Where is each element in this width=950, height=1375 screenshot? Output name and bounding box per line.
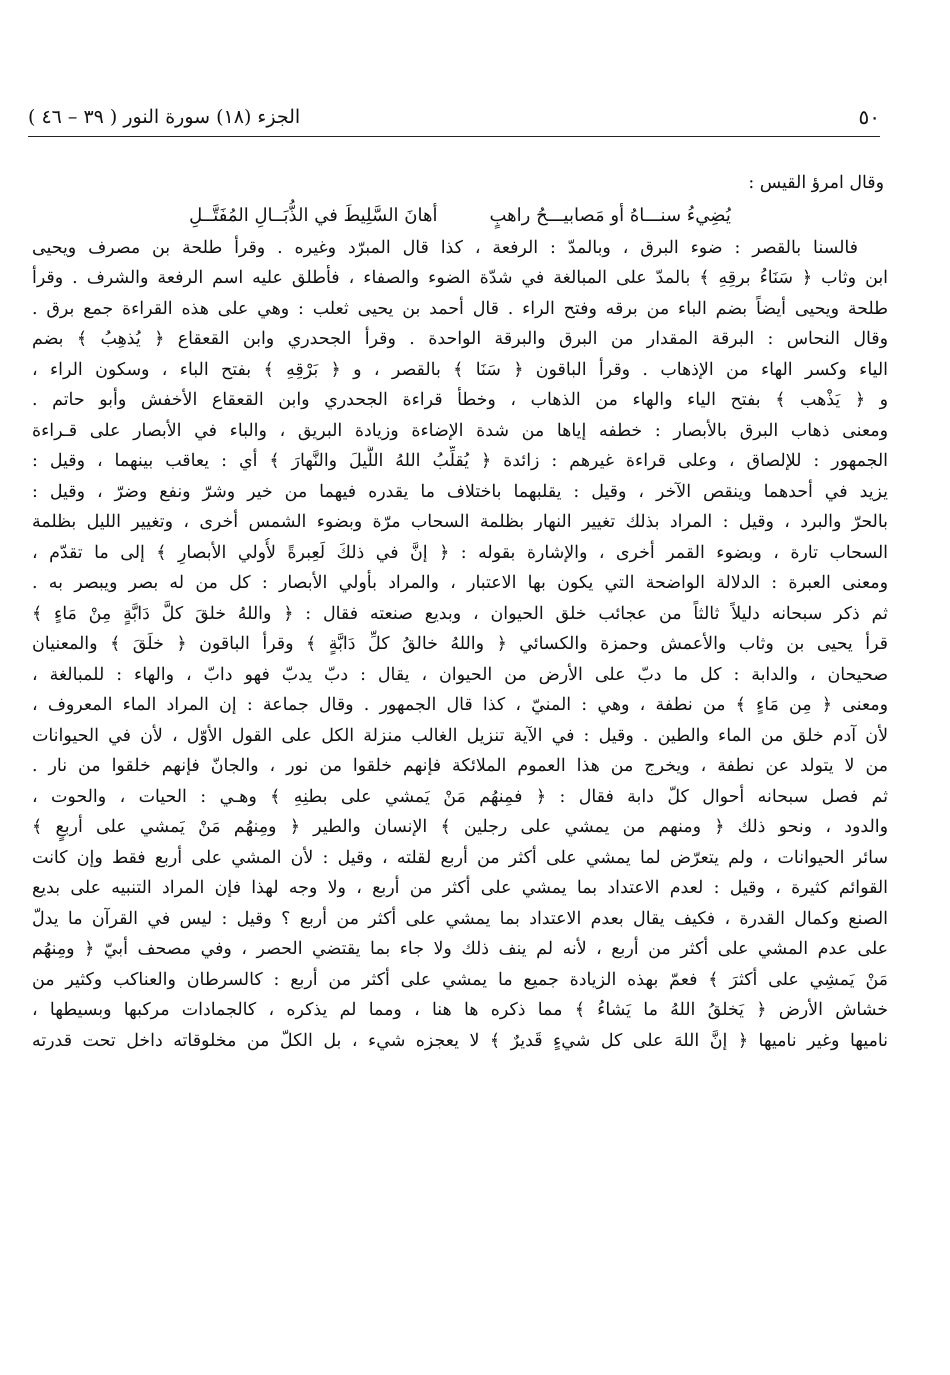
text-line: ابن وثاب ﴿ سَنَاءُ برقِهِ ﴾ بالمدّ على المبالغة في شدّة الضوء والصفاء ، فأطلق عليه اسم الرفعة والشرف . وقرأ [32, 268, 888, 288]
text-line: ومعنى ذهاب البرق بالأبصار : خطفه إياها من شدة الإضاءة وزيادة البريق ، والباء في الأبصار على قـراءة [32, 420, 888, 441]
text-line: طلحة ويحيى أيضاً بضم الباء من برقه وفتح الراء . قال أحمد بن يحيى ثعلب : وهي على هذه القراءة جمع برق . [32, 298, 888, 319]
header-rule [28, 136, 880, 137]
text-line: من لا يتولد عن نطفة ، ويخرج من هذا العموم الملائكة فإنهم خلقوا من نور ، والجانّ فإنهم خلقوا من نار . [32, 756, 888, 776]
text-line: ومعنى العبرة : الدلالة الواضحة التي يكون بها الاعتبار ، والمراد بأولي الأبصار : كل من له بصر ويبصر به . [32, 573, 888, 593]
text-line: قرأ يحيى بن وثاب والأعمش وحمزة والكسائي ﴿ واللهُ خالقُ كلِّ دَابَّةٍ ﴾ وقرأ الباقون ﴿ خلَقَ ﴾ والمعنيان [32, 634, 888, 654]
text-line: ثم فصل سبحانه أحوال كلّ دابة فقال : ﴿ فمِنهُم مَنْ يَمشي على بطنِهِ ﴾ وهـي : الحيات ، والحوت ، [32, 786, 888, 807]
poem-first-hemistich: يُضِيءُ سنـــاهُ أو مَصابيـــحُ راهبٍ [489, 204, 731, 226]
poet-intro-line: وقال امرؤ القيس : [748, 173, 884, 193]
text-line: القوائم كثيرة ، وقيل : لعدم الاعتداد بما يمشي على أكثر من أربع ، ولا وجه لهذا فإن المراد التنبيه على بديع [32, 878, 888, 898]
text-line: لأن آدم خلق من الماء والطين . وقيل : في الآية تنزيل الغالب منزلة الكل على القول الأوّل ، لأن في الحيوانات [32, 725, 888, 746]
text-line: على عدم المشي على أكثر من أربع ، لأنه لم ينف ذلك ولا جاء بما يقتضي الحصر ، وفي مصحف أبيّ ﴿ ومِنهُم [32, 939, 888, 959]
text-line: ناميها وغير ناميها ﴿ إنَّ اللهَ على كل شيءٍ قَديرٌ ﴾ لا يعجزه شيء ، بل الكلّ من مخلوقاته داخل تحت قدرته [32, 1030, 888, 1051]
text-line: مَنْ يَمشِي على أكثرَ ﴾ فعمّ بهذه الزيادة جميع ما يمشي على أكثر من أربع : كالسرطان والعناكب وكثير من [32, 969, 888, 990]
text-line: بالحرّ والبرد ، وقيل : المراد بذلك تغيير النهار بظلمة السحاب مرّة وبضوء الشمس أخرى ، وتغيير الليل بظلمة [32, 512, 888, 532]
text-line: سائر الحيوانات ، ولم يتعرّض لما يمشي على أكثر من أربع لقلته ، وقيل : لأن المشي على أربع فقط وإن كانت [32, 847, 888, 868]
body-text [32, 168, 888, 1056]
poem-verse [32, 199, 888, 233]
text-line: ومعنى ﴿ مِن مَاءٍ ﴾ من نطفة ، وهي : المنيّ ، كذا قال الجمهور . وقال جماعة : إن المراد الماء المعروف ، [32, 695, 888, 715]
text-line: والدود ، ونحو ذلك ﴿ ومنهم من يمشي على رجلين ﴾ الإنسان والطير ﴿ ومِنهُم مَنْ يَمشي على أربعٍ ﴾ [32, 817, 888, 837]
text-line: فالسنا بالقصر : ضوء البرق ، وبالمدّ : الرفعة ، كذا قال المبرّد وغيره . وقرأ طلحة بن مصرف ويحيى [32, 237, 858, 258]
poem-second-hemistich: أهانَ السَّلِيطَ في الذُّبَــالِ المُفَتَّــلِ [189, 204, 438, 226]
text-line: و ﴿ يَذْهب ﴾ بفتح الياء والهاء من الذهاب ، وخطأ قراءة الجحدري وابن القعقاع الأخفش وأبو حاتم . [32, 390, 888, 410]
text-line: الصنع وكمال القدرة ، فكيف يقال بعدم الاعتداد بما يمشي على أكثر من أربع ؟ وقيل : ليس في القرآن ما يدلّ [32, 908, 888, 929]
running-header [28, 100, 880, 134]
text-line: يزيد في أحدهما وينقص الآخر ، وقيل : يقلبهما باختلاف ما يقدره فيهما من خير وشرّ ونفع وضرّ ، وقيل : [32, 481, 888, 502]
text-line: الياء وكسر الهاء من الإذهاب . وقرأ الباقون ﴿ سَنَا ﴾ بالقصر ، و ﴿ بَرْقِهِ ﴾ بفتح الباء ، وسكون الراء ، [32, 359, 888, 380]
header-title: الجزء (١٨) سورة النور ( ٣٩ – ٤٦ ) [28, 106, 301, 128]
text-line: صحيحان ، والدابة : كل ما دبّ على الأرض من الحيوان ، يقال : دبّ يدبّ فهو دابّ ، والهاء : للمبالغة ، [32, 664, 888, 685]
text-line: السحاب تارة ، وبضوء القمر أخرى ، والإشارة بقوله : ﴿ إنَّ في ذلكَ لَعِبرةً لأُولي الأبصارِ ﴾ إلى ما تقدّم ، [32, 542, 888, 563]
text-line: الجمهور : للإلصاق ، وعلى قراءة غيرهم : زائدة ﴿ يُقلِّبُ اللهُ اللَّيلَ والنَّهارَ ﴾ أي : يعاقب بينهما ، وقيل : [32, 451, 888, 471]
page-number: ٥٠ [858, 105, 880, 129]
text-line: وقال النحاس : البرقة المقدار من البرق والبرقة الواحدة . وقرأ الجحدري وابن القعقاع ﴿ يُذهِبُ ﴾ بضم [32, 329, 888, 349]
text-line: خشاش الأرض ﴿ يَخلقُ اللهُ ما يَشاءُ ﴾ مما ذكره ها هنا ، ومما لم يذكره ، كالجمادات مركبها وبسيطها ، [32, 1000, 888, 1020]
text-line: ثم ذكر سبحانه دليلاً ثالثاً من عجائب خلق الحيوان ، وبديع صنعته فقال : ﴿ واللهُ خلقَ كلَّ دَابَّةٍ مِنْ مَاءٍ ﴾ [32, 603, 888, 624]
